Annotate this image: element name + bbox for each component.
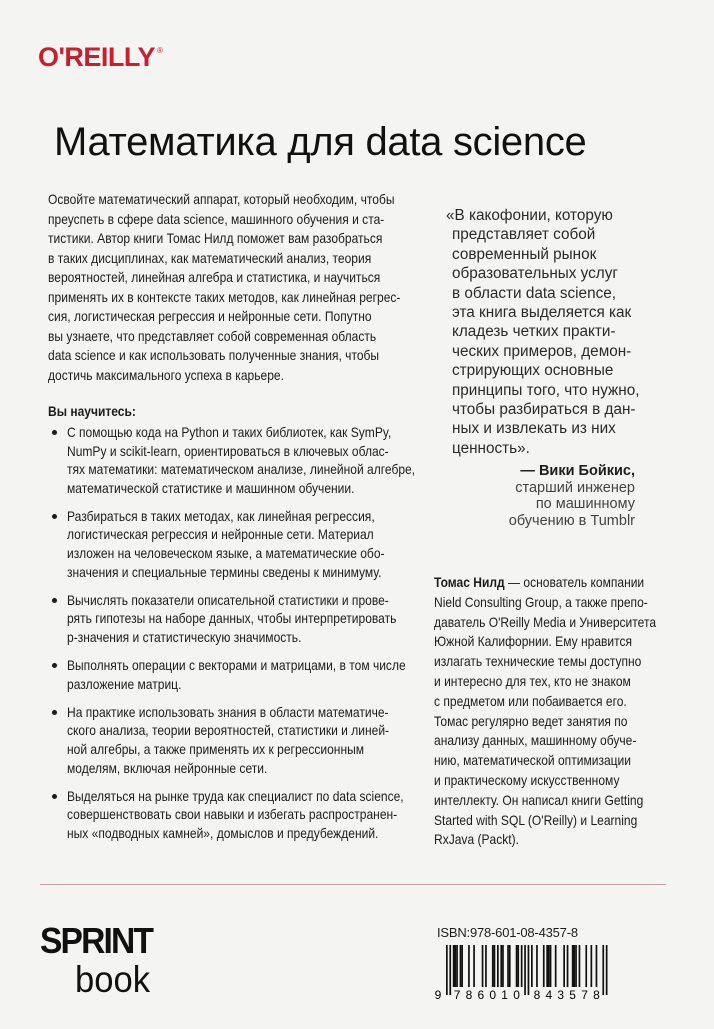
bullet-line: рять гипотезы на наборе данных, чтобы интерпретировать bbox=[67, 610, 397, 627]
barcode-bar bbox=[517, 945, 519, 987]
bullet-line: математической статистике и машинном обучении. bbox=[67, 479, 355, 496]
bullet-line: моделям, включая нейронные сети. bbox=[67, 759, 268, 776]
quote-line: ценность». bbox=[452, 439, 530, 457]
intro-line: сия, логистическая регрессия и нейронные сети. Попутно bbox=[48, 308, 372, 324]
intro-line: применять их в контексте таких методов, как линейная регрес- bbox=[48, 288, 401, 305]
sprint-book-logo bbox=[40, 922, 160, 994]
barcode-digit: 3 bbox=[557, 988, 565, 1001]
intro-line: вы узнаете, что представляет собой современная область bbox=[48, 327, 377, 344]
barcode-digit: 7 bbox=[453, 988, 461, 1001]
barcode-digit: 5 bbox=[569, 988, 576, 1001]
learn-bullet-item bbox=[48, 423, 416, 497]
sprint-logo-top: SPRINT bbox=[40, 922, 154, 961]
bullet-line: Выполнять операции с векторами и матрицами, в том числе bbox=[67, 657, 406, 674]
bullet-line: значения и специальные термины сведены к минимуму. bbox=[67, 563, 382, 580]
barcode-bar bbox=[567, 945, 569, 987]
barcode-digit: 8 bbox=[593, 988, 600, 1001]
barcode-bar bbox=[455, 945, 457, 987]
barcode-bar bbox=[602, 945, 604, 995]
bio-line: и практическому искусственному bbox=[434, 771, 620, 788]
barcode-digit: 1 bbox=[501, 988, 508, 1001]
book-title: Математика для data science bbox=[54, 120, 587, 164]
barcode-bar bbox=[468, 945, 470, 987]
intro-line: в таких дисциплинах, как математический анализ, теория bbox=[48, 249, 372, 266]
quote-author-role-line: по машинному bbox=[535, 496, 635, 512]
bullet-line: разложение матриц. bbox=[67, 675, 182, 692]
barcode-bar bbox=[446, 945, 448, 995]
bullet-line: совершенствовать свои навыки и избегать распространен- bbox=[67, 806, 398, 823]
bio-line: анализу данных, машинному обуче- bbox=[434, 732, 637, 749]
barcode-digit: 8 bbox=[465, 988, 473, 1001]
barcode-bar bbox=[492, 945, 494, 987]
bullet-dot-icon bbox=[52, 514, 57, 519]
intro-line: достичь максимального успеха в карьере. bbox=[48, 366, 284, 383]
review-quote bbox=[446, 206, 640, 458]
barcode-bar bbox=[460, 945, 462, 987]
barcode-bar bbox=[497, 945, 499, 987]
bullet-line: С помощью кода на Python и таких библиотек, как SymPy, bbox=[67, 424, 392, 440]
bullet-line: логистическая регрессия и нейронные сети. Материал bbox=[67, 526, 374, 543]
barcode-digit: 0 bbox=[489, 988, 497, 1001]
quote-line: образовательных услуг bbox=[452, 265, 618, 283]
barcode-bar bbox=[579, 945, 581, 987]
barcode-bar bbox=[494, 945, 496, 987]
bio-line: Started with SQL (O'Reilly) и Learning bbox=[434, 811, 638, 828]
barcode-bar bbox=[550, 945, 552, 987]
bio-line: нию, математической оптимизации bbox=[434, 752, 632, 769]
barcode-bar bbox=[509, 945, 511, 987]
barcode-digit: 8 bbox=[533, 988, 541, 1001]
quote-author-role-line: старший инженер bbox=[515, 479, 635, 496]
bullet-dot-icon bbox=[52, 430, 57, 435]
quote-attribution bbox=[440, 463, 635, 529]
bio-line: интеллекту. Он написал книги Getting bbox=[434, 791, 644, 808]
bullet-line: NumPy и scikit-learn, ориентироваться в ключевых облас- bbox=[67, 442, 389, 459]
quote-line: кладезь четких практи- bbox=[452, 323, 616, 341]
barcode-bar bbox=[546, 945, 548, 987]
author-bio bbox=[434, 573, 692, 850]
sprint-logo-bottom: book bbox=[75, 959, 151, 994]
learn-bullet-item bbox=[48, 591, 408, 647]
bio-line: Nield Consulting Group, а также препо- bbox=[434, 593, 648, 610]
bio-author-name: Томас Нилд bbox=[434, 574, 505, 590]
barcode-digit: 9 bbox=[434, 988, 442, 1001]
bullet-line: изложен на человеческом языке, а математические обо- bbox=[67, 545, 385, 562]
learn-heading: Вы научитесь: bbox=[48, 403, 136, 419]
barcode-bar bbox=[548, 945, 550, 987]
barcode-bar bbox=[524, 945, 526, 995]
learn-bullet-item bbox=[48, 507, 408, 581]
bullet-dot-icon bbox=[52, 794, 57, 799]
oreilly-logo bbox=[38, 42, 162, 73]
quote-line: представляет собой bbox=[452, 226, 596, 244]
bullet-line: ной алгебры, а также применять их к регрессионным bbox=[67, 740, 365, 757]
bio-line: с предметом или побаивается его. bbox=[434, 692, 627, 709]
intro-paragraph bbox=[48, 190, 458, 385]
quote-line: «В какофонии, которую bbox=[446, 207, 613, 224]
bullet-line: Вычислять показатели описательной статистики и прове- bbox=[67, 591, 389, 608]
barcode-bar bbox=[453, 945, 455, 987]
learn-bullet-item bbox=[48, 787, 408, 843]
quote-line: современный рынок bbox=[452, 245, 597, 263]
bio-line: RxJava (Packt). bbox=[434, 831, 519, 848]
bio-line: и интересно для тех, кто не знаком bbox=[434, 672, 631, 689]
barcode-bar bbox=[536, 945, 538, 987]
isbn-label: ISBN:978-601-08-4357-8 bbox=[437, 925, 578, 940]
barcode-bar bbox=[521, 945, 523, 987]
bullet-dot-icon bbox=[52, 710, 57, 715]
intro-line: Освойте математический аппарат, который необходим, чтобы bbox=[48, 191, 395, 207]
bullet-dot-icon bbox=[52, 663, 57, 668]
bio-line: Южной Калифорнии. Ему нравится bbox=[434, 633, 633, 650]
bullet-line: ных «подводных камней», домыслов и предубеждений. bbox=[67, 824, 379, 841]
divider bbox=[40, 884, 666, 885]
intro-line: преуспеть в сфере data science, машинного обучения и ста- bbox=[48, 210, 385, 227]
barcode-bar bbox=[473, 945, 475, 987]
barcode-digit: 6 bbox=[477, 988, 485, 1001]
barcode bbox=[434, 943, 609, 1001]
bullet-line: ского анализа, теории вероятностей, статистики и линей- bbox=[67, 722, 390, 739]
barcode-bar bbox=[485, 945, 487, 987]
barcode-bar bbox=[461, 945, 463, 987]
barcode-bar bbox=[574, 945, 576, 987]
quote-line: в области data science, bbox=[452, 284, 616, 302]
intro-line: тистики. Автор книги Томас Нилд поможет вам разобраться bbox=[48, 230, 383, 246]
bullet-dot-icon bbox=[52, 598, 57, 603]
bio-line: даватель O'Reilly Media и Университета bbox=[434, 613, 657, 630]
barcode-bar bbox=[500, 945, 502, 987]
bullet-line: На практике использовать знания в области математиче- bbox=[67, 703, 389, 720]
bio-line bbox=[434, 573, 656, 593]
quote-line: чтобы разбираться в дан- bbox=[452, 400, 636, 418]
bullet-line: Разбираться в таких методах, как линейная регрессия, bbox=[67, 507, 375, 524]
learn-bullet-item bbox=[48, 656, 408, 693]
barcode-bar bbox=[507, 945, 509, 987]
quote-line: ных и извлекать из них bbox=[452, 420, 616, 438]
barcode-bar bbox=[528, 945, 530, 995]
barcode-bar bbox=[591, 945, 593, 987]
barcode-bar bbox=[502, 945, 504, 987]
learn-bullet-item bbox=[48, 703, 408, 777]
barcode-bar bbox=[585, 945, 587, 987]
quote-line: принципы того, что нужно, bbox=[452, 381, 640, 399]
quote-line: стрирующих основные bbox=[452, 362, 614, 380]
quote-line: ческих примеров, демон- bbox=[452, 342, 632, 360]
barcode-bar bbox=[575, 945, 577, 987]
barcode-bar bbox=[516, 945, 518, 987]
barcode-bar bbox=[482, 945, 484, 987]
barcode-bar bbox=[606, 945, 608, 995]
oreilly-logo-text: O'REILLY bbox=[38, 42, 155, 72]
registered-mark: ® bbox=[156, 46, 163, 55]
barcode-bar bbox=[543, 945, 545, 987]
barcode-bar bbox=[555, 945, 557, 987]
barcode-bar bbox=[596, 945, 598, 987]
barcode-digit: 7 bbox=[581, 988, 588, 1001]
quote-author: — Вики Бойкис, bbox=[520, 463, 635, 479]
quote-author-role-line: обучению в Tumblr bbox=[508, 512, 635, 529]
quote-line: эта книга выделяется как bbox=[452, 303, 632, 321]
bio-line: излагать технические темы доступно bbox=[434, 653, 642, 670]
barcode-bar bbox=[563, 945, 565, 987]
bullet-line: тях математики: математическом анализе, линейной алгебре, bbox=[67, 461, 416, 478]
barcode-digit: 4 bbox=[545, 988, 553, 1001]
learn-bullet-list bbox=[48, 423, 416, 852]
barcode-bar bbox=[456, 945, 458, 987]
bullet-line: Выделяться на рынке труда как специалист по data science, bbox=[67, 787, 404, 804]
barcode-digit: 0 bbox=[513, 988, 520, 1001]
bullet-line: p-значения и статистическую значимость. bbox=[67, 628, 302, 645]
barcode-bar bbox=[572, 945, 574, 987]
bio-line: Томас регулярно ведет занятия по bbox=[434, 712, 628, 729]
intro-line: вероятностей, линейная алгебра и статистика, и научиться bbox=[48, 269, 381, 285]
intro-line: data science и как использовать полученные знания, чтобы bbox=[48, 347, 380, 363]
barcode-bar bbox=[531, 945, 533, 987]
bio-line-text: — основатель компании bbox=[504, 574, 645, 590]
barcode-bar bbox=[449, 945, 451, 995]
